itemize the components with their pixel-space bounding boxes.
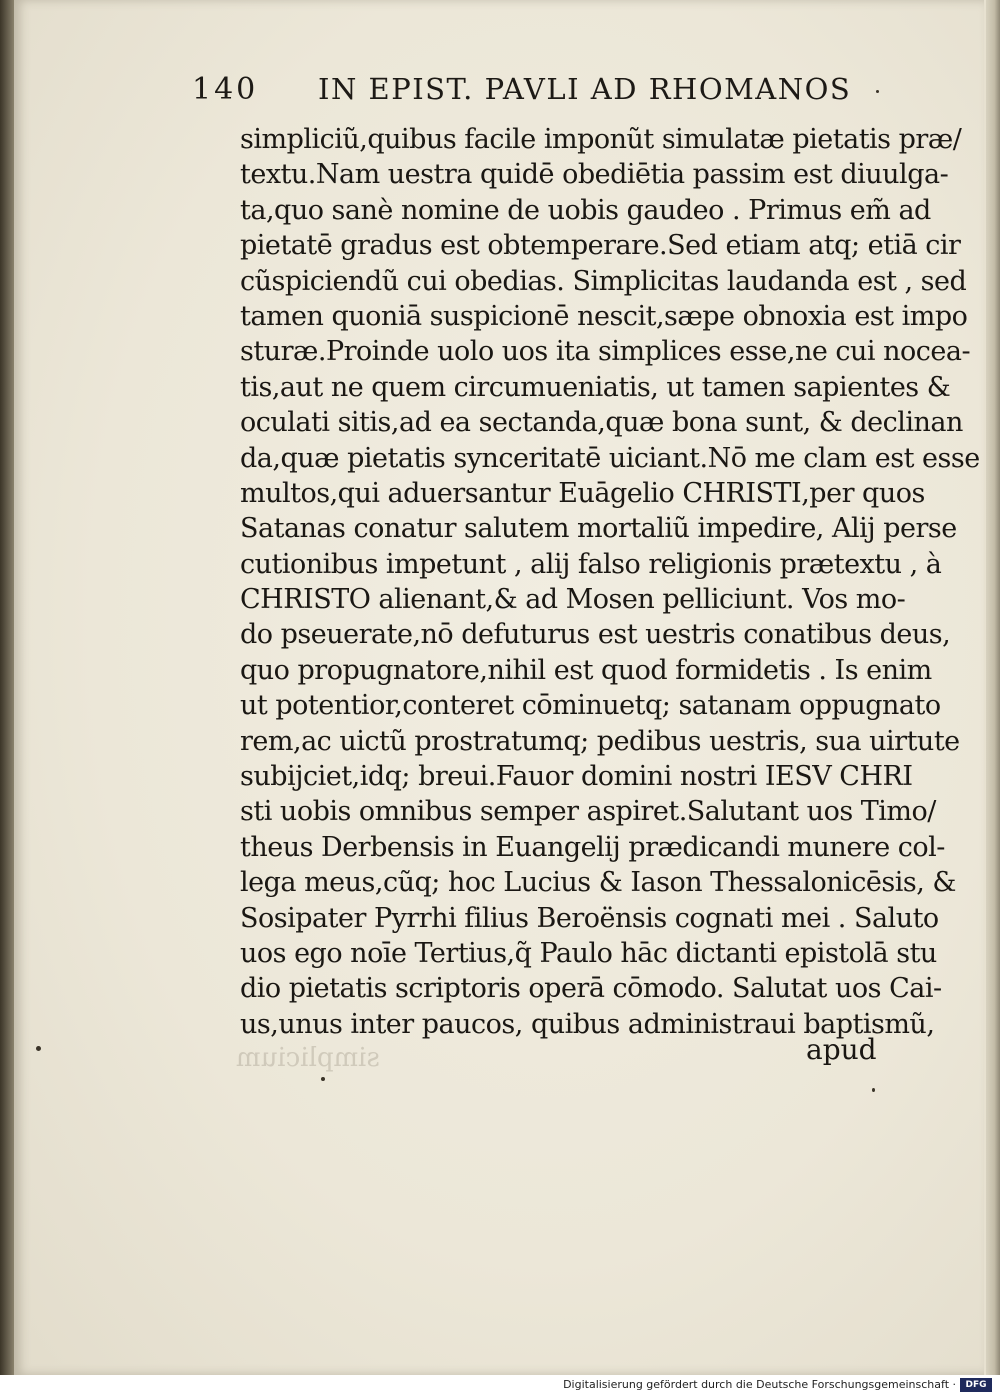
text-line: da,quæ pietatis synceritatē uiciant.Nō me clam est esse (240, 442, 980, 474)
text-line: ut potentior,conteret cōminuetq; satanam oppugnato (240, 690, 941, 722)
ink-speck (872, 1088, 875, 1092)
text-line: textu.Nam uestra quidē obediētia passim est diuulga- (240, 159, 949, 191)
text-line: oculati sitis,ad ea sectanda,quæ bona sunt, & declinan (240, 407, 963, 439)
text-block (240, 122, 980, 1042)
text-line: do pseuerate,nō defuturus est uestris conatibus deus, (240, 619, 951, 651)
ink-speck (876, 90, 879, 93)
dfg-logo: DFG (960, 1378, 992, 1392)
running-head (0, 72, 1000, 112)
catchword: apud (806, 1033, 877, 1066)
text-line: CHRISTO alienant,& ad Mosen pelliciunt. Vos mo- (240, 584, 906, 616)
text-line: simpliciũ,quibus facile imponũt simulatæ pietatis præ/ (240, 124, 962, 155)
footer-credit: Digitalisierung gefördert durch die Deutsche Forschungsgemeinschaft · (563, 1378, 956, 1391)
text-line: quo propugnatore,nihil est quod formidetis . Is enim (240, 654, 932, 686)
text-line: theus Derbensis in Euangelij prædicandi munere col- (240, 831, 945, 863)
text-line: uos ego noīe Tertius,q̃ Paulo hāc dictanti epistolā stu (240, 937, 937, 969)
digitization-footer (0, 1375, 1000, 1395)
text-line: tamen quoniā suspicionē nescit,sæpe obnoxia est impo (240, 300, 968, 332)
bleed-through-text: simplicium (236, 1043, 380, 1073)
running-title: IN EPIST. PAVLI AD RHOMANOS (318, 72, 852, 106)
ink-speck (36, 1046, 41, 1051)
text-line: Sosipater Pyrrhi filius Beroënsis cognati mei . Saluto (240, 902, 939, 934)
text-line: subijciet,idq; breui.Fauor domini nostri IESV CHRI (240, 761, 913, 793)
text-line: lega meus,cũq; hoc Lucius & Iason Thessalonicēsis, & (240, 867, 956, 899)
text-line: dio pietatis scriptoris operā cōmodo. Salutat uos Cai- (240, 973, 942, 1005)
page-edge (986, 0, 1000, 1375)
text-line: sturæ.Proinde uolo uos ita simplices esse,ne cui nocea- (240, 336, 971, 368)
text-line: us,unus inter paucos, quibus administraui baptismũ, (240, 1008, 935, 1040)
text-line: cutionibus impetunt , alij falso religionis prætextu , à (240, 548, 942, 580)
text-line: tis,aut ne quem circumueniatis, ut tamen sapientes & (240, 371, 951, 403)
ink-speck (321, 1077, 325, 1081)
text-line: cũspiciendũ cui obedias. Simplicitas laudanda est , sed (240, 265, 967, 297)
book-gutter (0, 0, 14, 1375)
page-number: 140 (192, 72, 259, 107)
text-line: sti uobis omnibus semper aspiret.Salutant uos Timo/ (240, 796, 936, 828)
text-line: Satanas conatur salutem mortaliũ impedire, Alij perse (240, 513, 957, 545)
text-line: ta,quo sanè nomine de uobis gaudeo . Primus em̃ ad (240, 194, 931, 226)
text-line: rem,ac uictũ prostratumq; pedibus uestris, sua uirtute (240, 725, 960, 757)
text-line: multos,qui aduersantur Euāgelio CHRISTI,per quos (240, 477, 925, 509)
text-line: pietatē gradus est obtemperare.Sed etiam atq; etiā cir (240, 230, 961, 262)
